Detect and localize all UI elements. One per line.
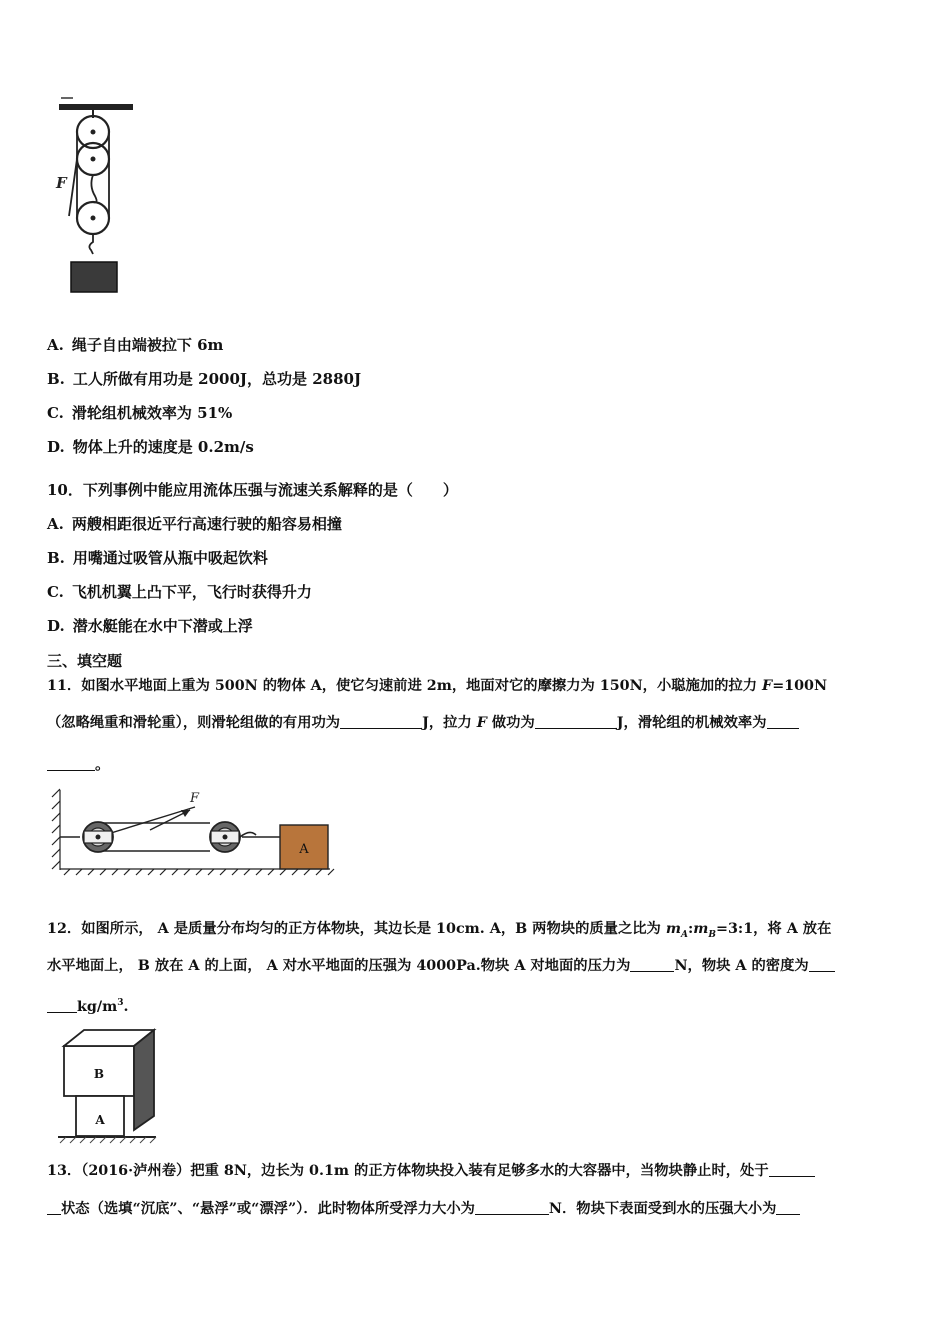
arrow-f bbox=[150, 810, 190, 830]
q11-line-2: （忽略绳重和滑轮重），则滑轮组做的有用功为 J，拉力 F 做功为 J，滑轮组的机械效率为 bbox=[47, 713, 799, 733]
force-label-f: F bbox=[190, 791, 200, 806]
stacked-blocks-figure bbox=[56, 1026, 160, 1146]
section-title: 三、填空题 bbox=[47, 652, 123, 670]
q12-line-2: 水平地面上， B 放在 A 的上面， A 对水平地面的压强为 4000Pa.物块 A 对地面的压力为 N，物块 A 的密度为 bbox=[47, 956, 835, 976]
q9-option-c: C. 滑轮组机械效率为 51% bbox=[47, 404, 233, 422]
answer-blank[interactable] bbox=[47, 997, 77, 1013]
q9-option-b: B. 工人所做有用功是 2000J，总功是 2880J bbox=[47, 370, 362, 388]
answer-blank[interactable] bbox=[776, 1199, 800, 1215]
block-label-b: B bbox=[93, 1067, 105, 1081]
answer-blank[interactable] bbox=[47, 1199, 61, 1215]
pulley-system-figure bbox=[55, 96, 140, 301]
answer-blank[interactable] bbox=[630, 956, 674, 972]
block-label-a: A bbox=[95, 1113, 105, 1127]
answer-blank[interactable] bbox=[340, 713, 422, 729]
ground bbox=[60, 869, 334, 875]
q9-option-a: A. 绳子自由端被拉下 6m bbox=[47, 336, 224, 354]
ceiling-beam bbox=[59, 104, 133, 110]
q10-option-a: A. 两艘相距很近平行高速行驶的船容易相撞 bbox=[47, 515, 342, 533]
wall bbox=[52, 789, 60, 870]
q12-line-3: $kg/m^3$. bbox=[47, 993, 129, 1017]
q10-stem: 10．下列事例中能应用流体压强与流速关系解释的是（ ） bbox=[47, 481, 458, 499]
q10-option-b: B. 用嘴通过吸管从瓶中吸起饮料 bbox=[47, 549, 268, 567]
q11-line-1: 11．如图水平地面上重为 500N 的物体 A，使它匀速前进 2m，地面对它的摩擦力为 150N，小聪施加的拉力 F=100N bbox=[47, 678, 828, 694]
answer-blank[interactable] bbox=[47, 755, 95, 771]
left-pulley bbox=[83, 822, 113, 852]
answer-blank[interactable] bbox=[769, 1161, 815, 1177]
q12-line-1: 12．如图所示， A 是质量分布均匀的正方体物块，其边长是 10cm. A，B 两物块的质量之比为 $m_A:m_B=3:1$，将 A 放在 bbox=[47, 921, 832, 940]
answer-blank[interactable] bbox=[475, 1199, 549, 1215]
block-label-a: A bbox=[299, 842, 309, 857]
q10-option-d: D. 潜水艇能在水中下潜或上浮 bbox=[47, 617, 253, 635]
answer-blank[interactable] bbox=[767, 713, 799, 729]
q10-option-c: C. 飞机机翼上凸下平，飞行时获得升力 bbox=[47, 583, 312, 601]
horizontal-pulley-figure bbox=[50, 785, 335, 880]
weight-block bbox=[71, 262, 117, 292]
answer-blank[interactable] bbox=[535, 713, 617, 729]
q13-line-1: 13．（2016·泸州卷）把重 8N，边长为 0.1m 的正方体物块投入装有足够多水的大容器中，当物块静止时，处于 bbox=[47, 1161, 815, 1181]
q9-option-d: D. 物体上升的速度是 0.2m/s bbox=[47, 438, 254, 456]
q13-line-2: 状态（选填“沉底”、“悬浮”或“漂浮”）．此时物体所受浮力大小为 N．物块下表面受到水的压强大小为 bbox=[47, 1199, 800, 1219]
answer-blank[interactable] bbox=[809, 956, 835, 972]
force-label-f: F bbox=[56, 174, 67, 192]
q11-line-3: 。 bbox=[47, 754, 110, 774]
